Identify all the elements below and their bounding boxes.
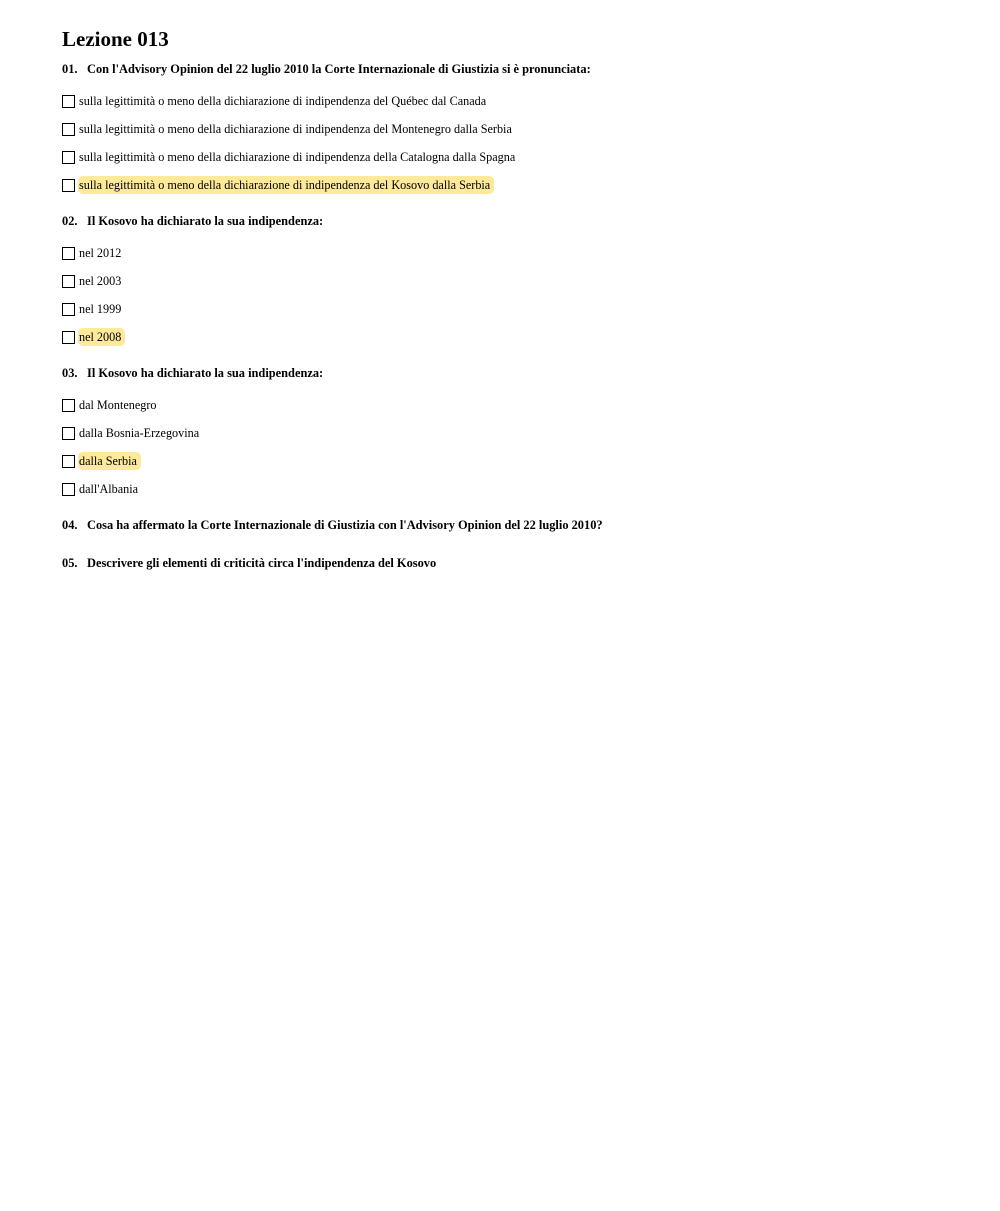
question-heading xyxy=(62,365,962,381)
question-number: 04. xyxy=(62,518,78,532)
highlighted-answer-text: dalla Serbia xyxy=(78,452,141,470)
answer-option[interactable] xyxy=(62,391,962,419)
checkbox[interactable] xyxy=(62,427,75,440)
question-text: Descrivere gli elementi di criticità circa l'indipendenza del Kosovo xyxy=(87,556,437,570)
highlighted-answer-text: sulla legittimità o meno della dichiarazione di indipendenza del Kosovo dalla Serbia xyxy=(78,176,494,194)
answer-option-correct[interactable] xyxy=(62,447,962,475)
answer-option[interactable] xyxy=(62,143,962,171)
answer-text: dalla Bosnia-Erzegovina xyxy=(79,426,200,440)
question-01 xyxy=(62,61,962,199)
checkbox[interactable] xyxy=(62,331,75,344)
question-number: 02. xyxy=(62,214,78,228)
question-02 xyxy=(62,213,962,351)
checkbox[interactable] xyxy=(62,179,75,192)
checkbox[interactable] xyxy=(62,123,75,136)
answer-option-correct[interactable] xyxy=(62,323,962,351)
answer-text: dal Montenegro xyxy=(79,398,157,412)
checkbox[interactable] xyxy=(62,303,75,316)
question-number: 05. xyxy=(62,556,78,570)
checkbox[interactable] xyxy=(62,483,75,496)
answer-option[interactable] xyxy=(62,267,962,295)
question-text: Cosa ha affermato la Corte Internazionale di Giustizia con l'Advisory Opinion del 22 luglio 2010? xyxy=(87,518,603,532)
answer-text: nel 2012 xyxy=(79,246,122,260)
answer-option[interactable] xyxy=(62,475,962,503)
answer-option[interactable] xyxy=(62,295,962,323)
answer-text: nel 1999 xyxy=(79,302,122,316)
question-text: Il Kosovo ha dichiarato la sua indipendenza: xyxy=(87,366,324,380)
answer-option[interactable] xyxy=(62,419,962,447)
question-heading xyxy=(62,213,962,229)
answer-option[interactable] xyxy=(62,87,962,115)
question-text: Con l'Advisory Opinion del 22 luglio 2010 la Corte Internazionale di Giustizia si è pronunciata: xyxy=(87,62,591,76)
page-title: Lezione 013 xyxy=(62,27,169,51)
document-page xyxy=(62,26,962,593)
answer-option-correct[interactable] xyxy=(62,171,962,199)
answer-text: sulla legittimità o meno della dichiarazione di indipendenza del Québec dal Canada xyxy=(79,94,487,108)
question-05 xyxy=(62,555,962,571)
answer-text: dall'Albania xyxy=(79,482,139,496)
question-03 xyxy=(62,365,962,503)
checkbox[interactable] xyxy=(62,455,75,468)
question-number: 03. xyxy=(62,366,78,380)
question-number: 01. xyxy=(62,62,78,76)
checkbox[interactable] xyxy=(62,275,75,288)
highlighted-answer-text: nel 2008 xyxy=(78,328,125,346)
answer-text: sulla legittimità o meno della dichiarazione di indipendenza della Catalogna dalla Spagna xyxy=(79,150,516,164)
checkbox[interactable] xyxy=(62,95,75,108)
question-04 xyxy=(62,517,962,533)
question-heading xyxy=(62,61,962,77)
question-heading xyxy=(62,517,962,533)
checkbox[interactable] xyxy=(62,399,75,412)
question-text: Il Kosovo ha dichiarato la sua indipendenza: xyxy=(87,214,324,228)
answer-option[interactable] xyxy=(62,115,962,143)
answer-option[interactable] xyxy=(62,239,962,267)
answer-text: nel 2003 xyxy=(79,274,122,288)
question-heading xyxy=(62,555,962,571)
checkbox[interactable] xyxy=(62,247,75,260)
answer-text: sulla legittimità o meno della dichiarazione di indipendenza del Montenegro dalla Serbia xyxy=(79,122,512,136)
checkbox[interactable] xyxy=(62,151,75,164)
